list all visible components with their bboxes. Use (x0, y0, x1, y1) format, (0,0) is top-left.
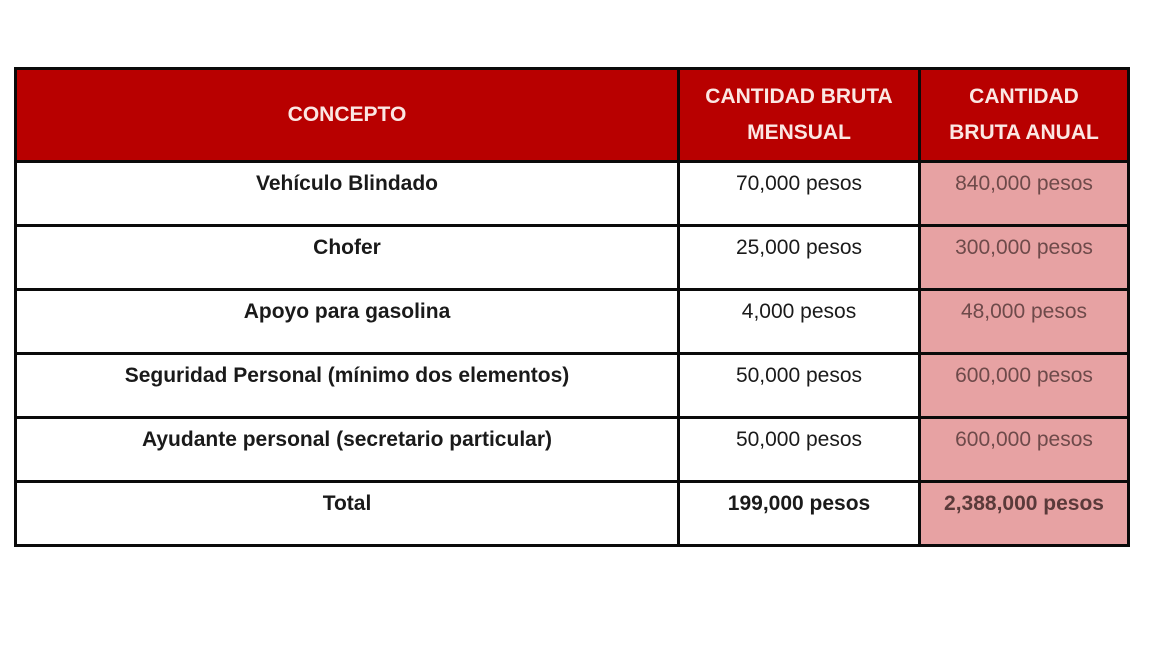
monthly-cell: 25,000 pesos (679, 226, 920, 290)
concept-cell: Apoyo para gasolina (16, 290, 679, 354)
monthly-cell: 70,000 pesos (679, 162, 920, 226)
cost-table (14, 67, 1130, 547)
monthly-cell: 50,000 pesos (679, 418, 920, 482)
table-row (16, 226, 1129, 290)
table-row (16, 354, 1129, 418)
total-annual: 2,388,000 pesos (920, 482, 1129, 546)
concept-cell: Ayudante personal (secretario particular) (16, 418, 679, 482)
table-row (16, 290, 1129, 354)
monthly-cell: 4,000 pesos (679, 290, 920, 354)
total-row (16, 482, 1129, 546)
annual-cell: 600,000 pesos (920, 418, 1129, 482)
monthly-cell: 50,000 pesos (679, 354, 920, 418)
annual-cell: 840,000 pesos (920, 162, 1129, 226)
table-row (16, 418, 1129, 482)
annual-cell: 300,000 pesos (920, 226, 1129, 290)
header-monthly: CANTIDAD BRUTA MENSUAL (679, 69, 920, 162)
header-concept: CONCEPTO (16, 69, 679, 162)
concept-cell: Chofer (16, 226, 679, 290)
concept-cell: Seguridad Personal (mínimo dos elementos) (16, 354, 679, 418)
header-row (16, 69, 1129, 162)
annual-cell: 600,000 pesos (920, 354, 1129, 418)
annual-cell: 48,000 pesos (920, 290, 1129, 354)
concept-cell: Vehículo Blindado (16, 162, 679, 226)
total-monthly: 199,000 pesos (679, 482, 920, 546)
total-label: Total (16, 482, 679, 546)
table-row (16, 162, 1129, 226)
header-annual: CANTIDAD BRUTA ANUAL (920, 69, 1129, 162)
